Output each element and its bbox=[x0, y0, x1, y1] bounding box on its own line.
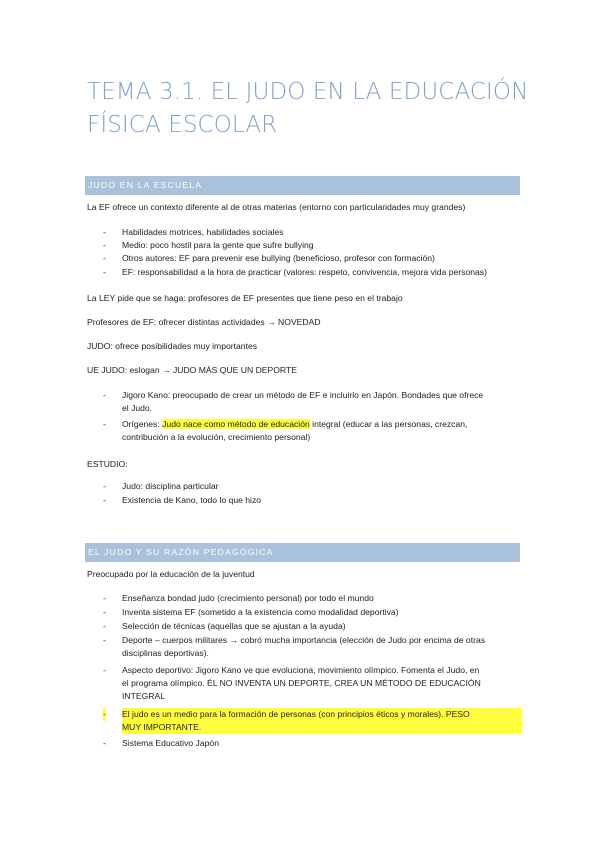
paragraph-estudio: ESTUDIO: bbox=[87, 459, 128, 469]
paragraph-profesores: Profesores de EF: ofrecer distintas actividades → NOVEDAD bbox=[87, 317, 321, 327]
title-line-2: FÍSICA ESCOLAR bbox=[87, 112, 278, 138]
paragraph-ley: La LEY pide que se haga: profesores de EF presentes que tiene peso en el trabajo bbox=[87, 293, 403, 303]
highlighted-text: El judo es un medio para la formación de personas (con principios éticos y morales). PESO bbox=[122, 708, 522, 721]
section-heading-judo-en-la-escuela: JUDO EN LA ESCUELA bbox=[85, 176, 520, 195]
paragraph-judo: JUDO: ofrece posibilidades muy importantes bbox=[87, 341, 258, 351]
paragraph-ue-judo: UE JUDO: eslogan → JUDO MÁS QUE UN DEPORTE bbox=[87, 365, 297, 375]
document-page: TEMA 3.1. EL JUDO EN LA EDUCACIÓN FÍSICA ESCOLAR JUDO EN LA ESCUELA La EF ofrece un contexto diferente al de otras materias (entorno con particularidades muy grandes) - Habilidades motrices, habilidades sociales - Medio: poco hostil para la gente que sufre bullying - Otros autores: EF para prevenir ese bullying (beneficioso, profesor con formación) - EF: responsabilidad a la hora de practicar (valores: respeto, convivencia, mejora vida personas) La LEY pide que se haga: profesores de EF presentes que tiene peso en el trabajo Profesores de EF: ofrecer distintas actividades → NOVEDAD JUDO: ofrece posibilidades muy importantes UE JUDO: eslogan → JUDO MÁS QUE UN DEPORTE - Jigoro Kano: preocupado de crear un método de EF e incluirlo en Japón. Bondades que ofrece el Judo. - Orígenes: Judo nace como método de educación integral (educar a las personas, crezcan, contribución a la evolución, crecimiento personal) ESTUDIO: - Judo: disciplina particular - Existencia de Kano, todo lo que hizo EL JUDO Y SU RAZÓN PEDAGÓGICA Preocupado por la educación de la juventud - Enseñanza bondad judo (crecimiento personal) por todo el mundo - Inventa sistema EF (sometido a la existencia como modalidad deportiva) - Selección de técnicas (aquellas que se ajustan a la ayuda) - Deporte – cuerpos militares → cobró mucha importancia (elección de Judo por encima de otras disciplinas deportivas). - Aspecto deportivo: Jigoro Kano ve que evoluciona, movimiento olímpico. Fomenta el Judo, en el programa olímpico. ÉL NO INVENTA UN DEPORTE, CREA UN MÉTODO DE EDUCACIÓN INTEGRAL - El judo es un medio para la formación de personas (con principios éticos y morales). PESO MUY IMPORTANTE. - Sistema Educativo Japón bbox=[0, 0, 599, 848]
section-heading-razon-pedagogica: EL JUDO Y SU RAZÓN PEDAGÓGICA bbox=[85, 543, 520, 562]
highlighted-text: MUY IMPORTANTE. bbox=[122, 721, 522, 734]
highlighted-text: Judo nace como método de educación bbox=[162, 419, 310, 429]
document-title bbox=[87, 76, 527, 142]
title-line-1: TEMA 3.1. EL JUDO EN LA EDUCACIÓN bbox=[87, 79, 529, 105]
paragraph-juventud: Preocupado por la educación de la juventud bbox=[87, 569, 255, 579]
paragraph-ef-contexto: La EF ofrece un contexto diferente al de otras materias (entorno con particularidades muy grandes) bbox=[87, 202, 466, 212]
